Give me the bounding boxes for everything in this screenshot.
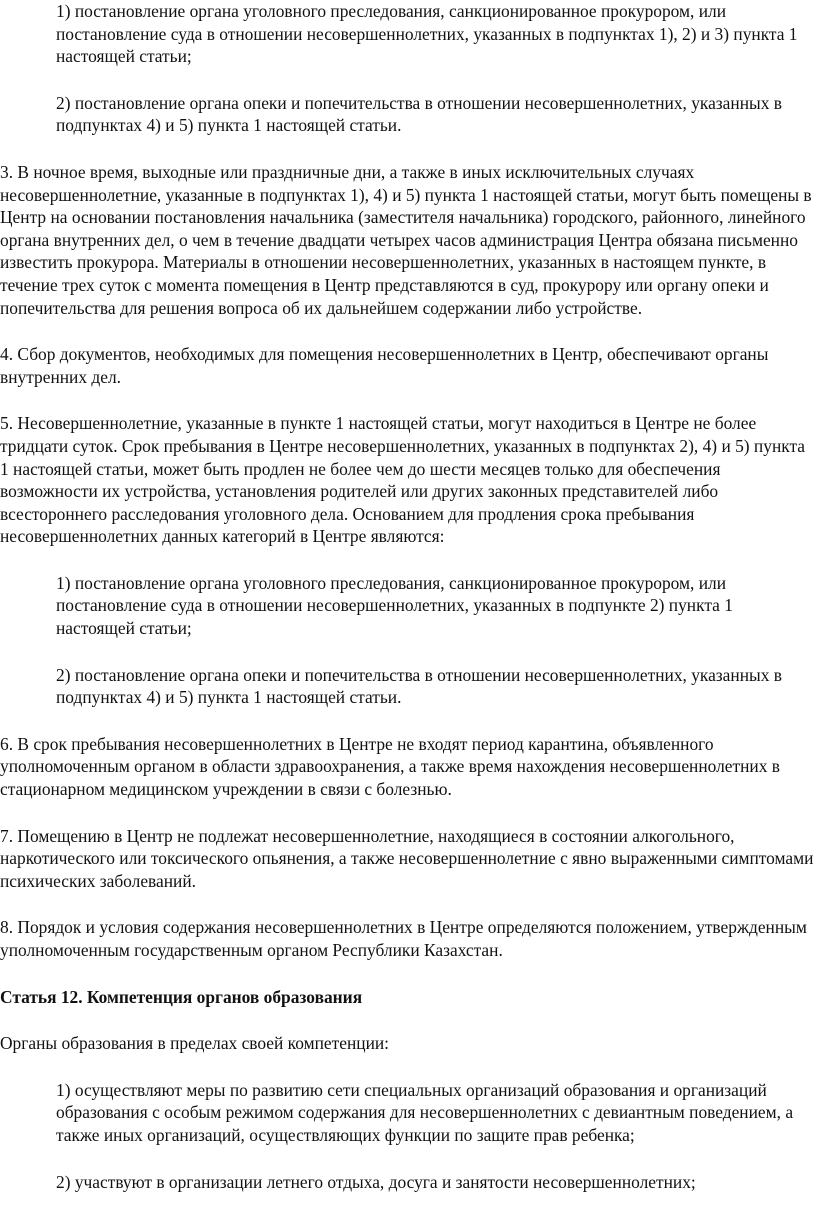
article-12-intro: Органы образования в пределах своей компетенции: (0, 1033, 390, 1054)
article-12-heading: Статья 12. Компетенция органов образования (0, 986, 363, 1007)
paragraph-11-8: 8. Порядок и условия содержания несовершеннолетних в Центре определяются положением, утвержденным уполномоченным государственным органом Республики Казахстан. (0, 917, 807, 960)
paragraph-12-1: 1) осуществляют меры по развитию сети специальных организаций образования и организаций образования с особым режимом содержания для несовершеннолетних с девиантным поведением, а также иных организаций, осуществляющих функции по защите прав ребенка; (56, 1079, 794, 1145)
paragraph-11-2-2: 2) постановление органа опеки и попечительства в отношении несовершеннолетних, указанных в подпунктах 4) и 5) пункта 1 настоящей статьи. (56, 92, 782, 136)
paragraph-11-5: 5. Несовершеннолетние, указанные в пункте 1 настоящей статьи, могут находиться в Центре не более тридцати суток. Срок пребывания в Центре несовершеннолетних, указанных в подпунктах 2), 4) и 5) пункта 1 настоящей статьи, может быть продлен не более чем до шести месяцев только для обеспечения возможности их устройства, установления родителей или других законных представителей либо всестороннего расследования уголовного дела. Основанием для продления срока пребывания несовершеннолетних данных категорий в Центре являются: (0, 413, 805, 547)
paragraph-11-4: 4. Сбор документов, необходимых для помещения несовершеннолетних в Центр, обеспечивают органы внутренних дел. (0, 344, 769, 387)
paragraph-11-5-2: 2) постановление органа опеки и попечительства в отношении несовершеннолетних, указанных в подпунктах 4) и 5) пункта 1 настоящей статьи. (56, 664, 782, 708)
paragraph-11-3: 3. В ночное время, выходные или праздничные дни, а также в иных исключительных случаях несовершеннолетние, указанные в подпунктах 1), 4) и 5) пункта 1 настоящей статьи, могут быть помещены в Центр на основании постановления начальника (заместителя начальника) городского, районного, линейного органа внутренних дел, о чем в течение двадцати четырех часов администрация Центра обязана письменно известить прокурора. Материалы в отношении несовершеннолетних, указанных в настоящем пункте, в течение трех суток с момента помещения в Центр представляются в суд, прокурору или органу опеки и попечительства для решения вопроса об их дальнейшем содержании либо устройстве. (0, 161, 812, 318)
paragraph-12-2: 2) участвуют в организации летнего отдыха, досуга и занятости несовершеннолетних; (56, 1171, 696, 1192)
paragraph-11-7: 7. Помещению в Центр не подлежат несовершеннолетние, находящиеся в состоянии алкогольного, наркотического или токсического опьянения, а также несовершеннолетние с явно выраженными симптомами психических заболеваний. (0, 825, 814, 891)
paragraph-11-6: 6. В срок пребывания несовершеннолетних в Центре не входят период карантина, объявленного уполномоченным органом в области здравоохранения, а также время нахождения несовершеннолетних в стационарном медицинском учреждении в связи с болезнью. (0, 733, 780, 800)
paragraph-11-5-1: 1) постановление органа уголовного преследования, санкционированное прокурором, или постановление суда в отношении несовершеннолетних, указанных в подпункте 2) пункта 1 настоящей статьи; (56, 572, 733, 639)
paragraph-11-2-1: 1) постановление органа уголовного преследования, санкционированное прокурором, или постановление суда в отношении несовершеннолетних, указанных в подпунктах 1), 2) и 3) пункта 1 настоящей статьи; (56, 1, 798, 67)
